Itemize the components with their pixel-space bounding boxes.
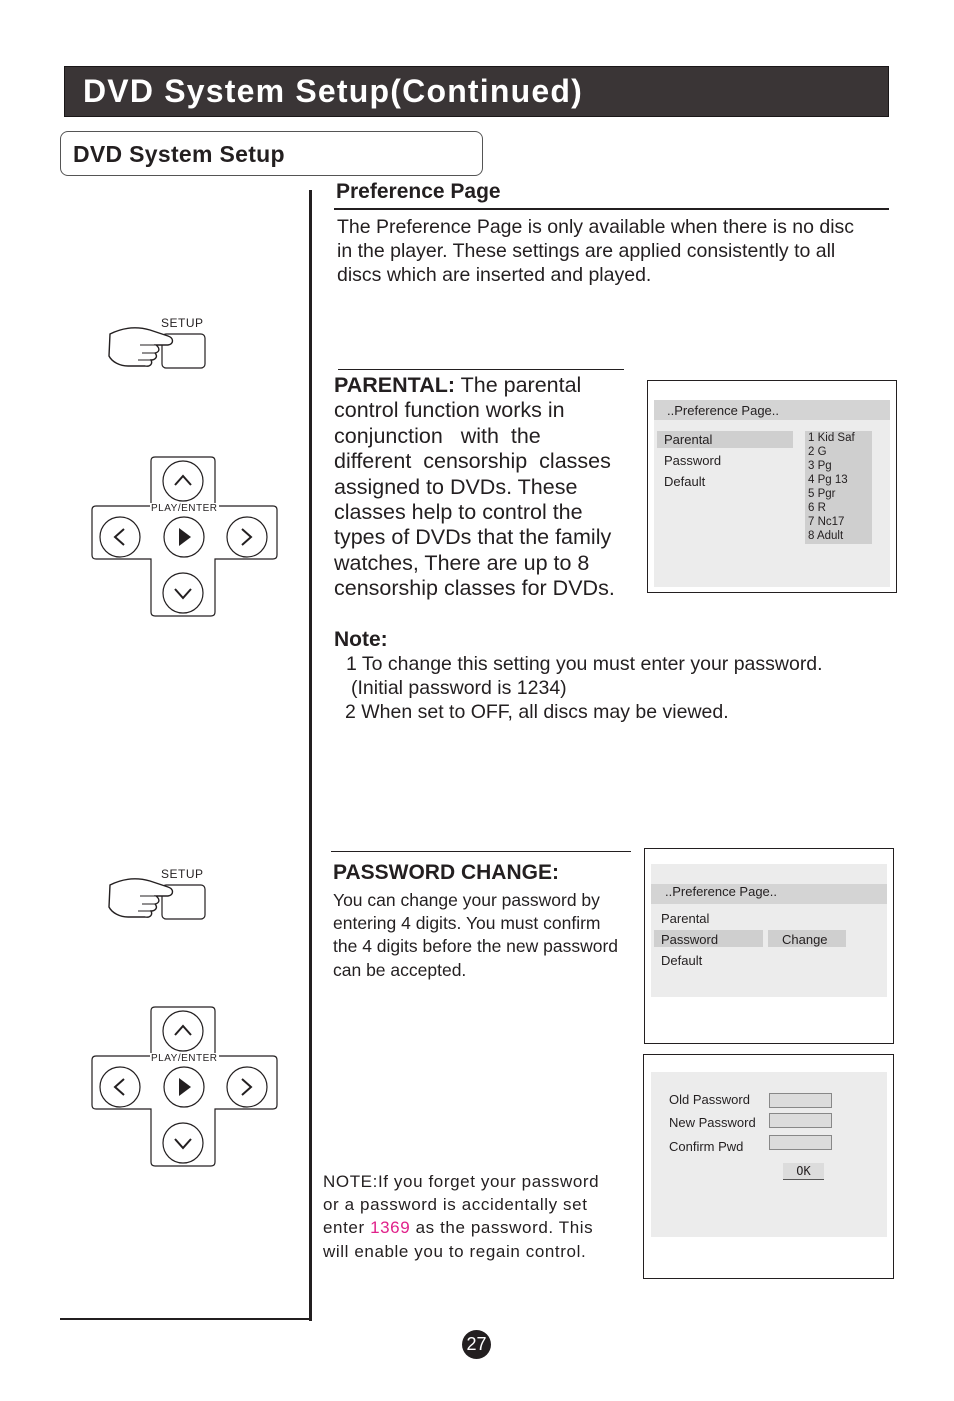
note-heading: Note: xyxy=(334,628,388,651)
class-item[interactable]: 7 Nc17 xyxy=(808,516,845,528)
ok-button[interactable] xyxy=(783,1163,824,1180)
parental-line: types of DVDs that the family xyxy=(334,525,612,550)
menu-item-parental[interactable]: Parental xyxy=(661,911,710,926)
page-number: 27 xyxy=(462,1330,491,1359)
parental-line: censorship classes for DVDs. xyxy=(334,576,615,601)
note-line: (Initial password is 1234) xyxy=(351,677,567,699)
menu-title: ..Preference Page.. xyxy=(667,403,780,418)
forget-note-line: will enable you to regain control. xyxy=(323,1241,587,1261)
parental-line: conjunction with the xyxy=(334,423,541,448)
menu-item-password[interactable]: Password xyxy=(661,932,719,947)
menu-item-default[interactable]: Default xyxy=(664,474,706,489)
dpad-illustration xyxy=(91,455,279,618)
class-item[interactable]: 1 Kid Saf xyxy=(808,432,855,444)
parental-text: The parental xyxy=(455,373,582,397)
forget-note-line: or a password is accidentally set xyxy=(323,1195,588,1215)
dpad-illustration xyxy=(91,1005,279,1168)
preference-heading: Preference Page xyxy=(336,180,501,203)
password-entry-screen xyxy=(643,1054,894,1279)
forget-note-text: as the password. This xyxy=(410,1218,594,1238)
setup-label: SETUP xyxy=(161,316,204,330)
new-password-field[interactable] xyxy=(769,1113,832,1128)
intro-line: discs which are inserted and played. xyxy=(337,264,652,286)
password-line: entering 4 digits. You must confirm xyxy=(333,913,601,934)
left-column-divider xyxy=(309,190,312,1321)
parental-description xyxy=(334,373,615,602)
parental-line: classes help to control the xyxy=(334,500,583,525)
class-item[interactable]: 8 Adult xyxy=(808,530,844,542)
page-title: DVD System Setup(Continued) xyxy=(83,73,583,109)
setup-button-illustration xyxy=(100,312,220,376)
forget-note-line: NOTE:If you forget your password xyxy=(323,1172,600,1191)
bottom-rule xyxy=(60,1318,312,1320)
hand-press-icon xyxy=(100,312,220,376)
dpad-icon xyxy=(91,455,279,618)
section-box xyxy=(60,131,483,176)
password-change-description xyxy=(333,889,618,982)
class-item[interactable]: 3 Pg xyxy=(808,460,832,472)
parental-line: assigned to DVDs. These xyxy=(334,474,578,499)
parental-heading: PARENTAL: xyxy=(334,373,456,397)
intro-line: in the player. These settings are applied consistently to all xyxy=(337,240,836,262)
password-line: can be accepted. xyxy=(333,959,467,980)
parental-line: different censorship classes xyxy=(334,449,611,474)
section-title: DVD System Setup xyxy=(73,141,285,167)
intro-line: The Preference Page is only available when there is no disc xyxy=(337,216,855,238)
menu-item-default[interactable]: Default xyxy=(661,953,703,968)
ok-label: OK xyxy=(796,1164,811,1178)
menu-title: ..Preference Page.. xyxy=(665,884,778,899)
password-change-heading: PASSWORD CHANGE: xyxy=(333,861,559,884)
setup-button-illustration xyxy=(100,863,220,927)
note-line: 2 When set to OFF, all discs may be viewed. xyxy=(345,701,729,723)
old-password-field[interactable] xyxy=(769,1093,832,1108)
old-password-label: Old Password xyxy=(669,1092,750,1107)
parental-line: control function works in xyxy=(334,398,565,423)
password-line: You can change your password by xyxy=(333,890,600,910)
class-item[interactable]: 4 Pg 13 xyxy=(808,474,848,486)
class-item[interactable]: 5 Pgr xyxy=(808,488,836,500)
menu-item-password[interactable]: Password xyxy=(664,453,722,468)
confirm-password-label: Confirm Pwd xyxy=(669,1139,744,1154)
parental-rule xyxy=(338,369,624,370)
header-bar xyxy=(64,66,889,117)
reset-code: 1369 xyxy=(370,1218,411,1238)
parental-menu-screen xyxy=(647,380,897,593)
note-line: 1 To change this setting you must enter your password. xyxy=(346,653,823,675)
password-menu-screen xyxy=(644,848,894,1044)
password-rule xyxy=(331,851,631,852)
password-line: the 4 digits before the new password xyxy=(333,936,619,957)
class-list-items xyxy=(808,431,855,543)
preference-intro xyxy=(337,215,854,287)
menu-item-parental[interactable]: Parental xyxy=(664,432,713,447)
change-option[interactable]: Change xyxy=(782,932,828,947)
forget-note-text: enter xyxy=(323,1218,371,1238)
parental-line: watches, There are up to 8 xyxy=(334,550,590,575)
play-enter-label: PLAY/ENTER xyxy=(151,1053,218,1064)
setup-label: SETUP xyxy=(161,867,204,881)
class-item[interactable]: 2 G xyxy=(808,446,827,458)
dpad-icon xyxy=(91,1005,279,1168)
preference-rule xyxy=(334,208,889,210)
forget-password-note xyxy=(323,1170,599,1263)
new-password-label: New Password xyxy=(669,1115,756,1130)
play-enter-label: PLAY/ENTER xyxy=(151,503,218,514)
confirm-password-field[interactable] xyxy=(769,1135,832,1150)
class-item[interactable]: 6 R xyxy=(808,502,826,514)
hand-press-icon xyxy=(100,863,220,927)
